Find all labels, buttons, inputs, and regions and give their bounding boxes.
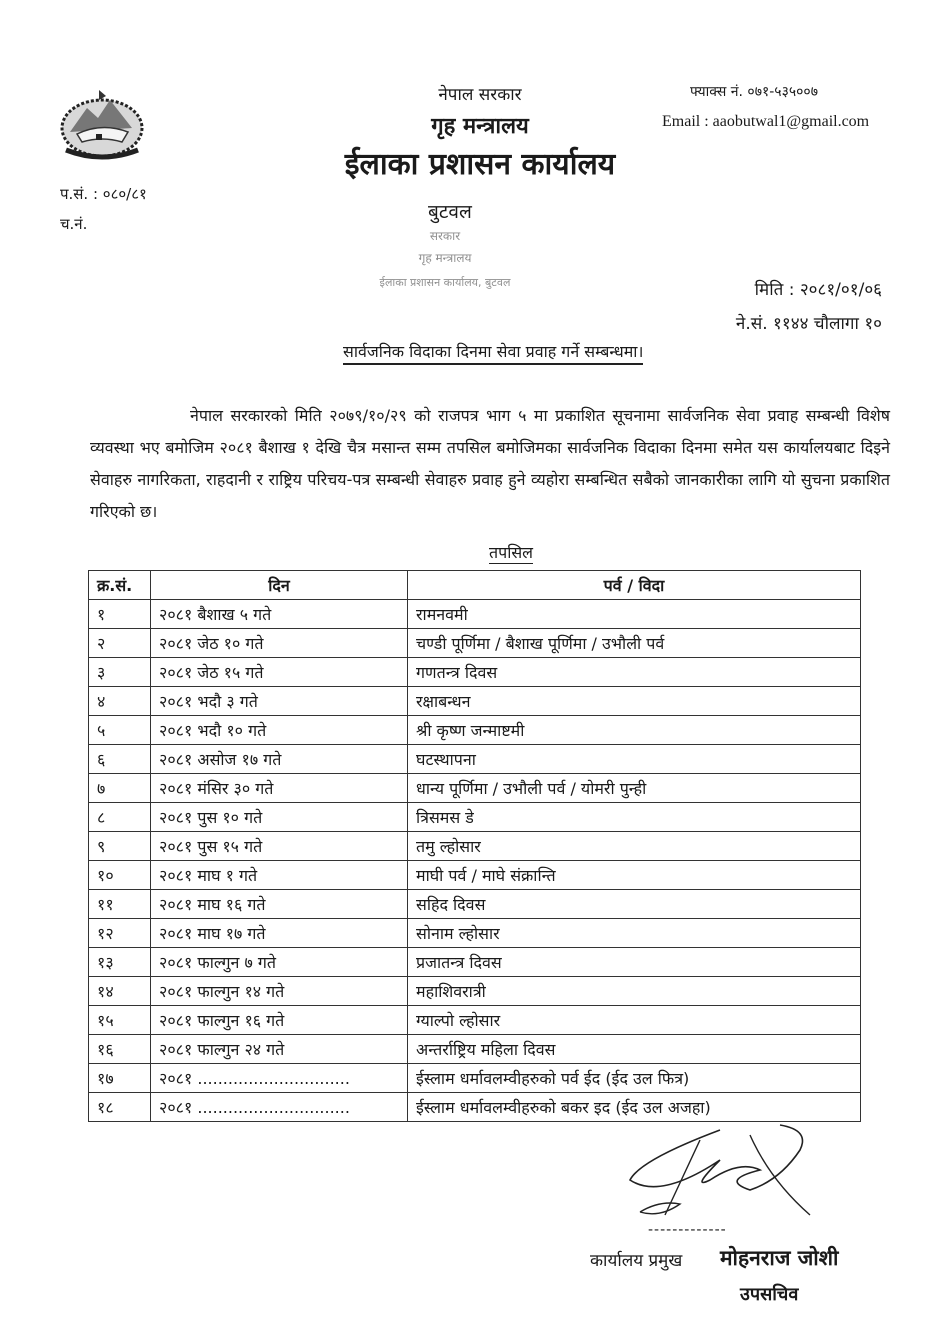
schedule-heading: तपसिल — [489, 543, 534, 562]
notice-body-text: नेपाल सरकारको मिति २०७९/१०/२९ को राजपत्र भाग ५ मा प्रकाशित सूचनामा सार्वजनिक सेवा प्रवाह सम्बन्धी विशेष व्यवस्था भए बमोजिम २०८१ बैशाख १ देखि चैत्र मसान्त सम्म तपसिल बमोजिमका सार्वजनिक विदाका दिनमा समेत यस कार्यालयबाट दिइने सेवाहरु नागरिकता, राहदानी र राष्ट्रिय परिचय-पत्र सम्बन्धी सेवाहरु प्रवाह हुने व्यहोरा सम्बन्धित सबैको जानकारीका लागि यो सुचना प्रकाशित गरिएको छ। — [90, 406, 890, 521]
letter-date: मिति : २०८१/०१/०६ — [754, 280, 882, 300]
cell-sn: १४ — [89, 977, 151, 1006]
cell-day: २०८१ बैशाख ५ गते — [151, 600, 408, 629]
cell-festival: सहिद दिवस — [408, 890, 861, 919]
table-row — [89, 1035, 861, 1064]
signatory-name: मोहनराज जोशी — [720, 1246, 839, 1270]
cell-sn: १७ — [89, 1064, 151, 1093]
column-header-festival: पर्व / विदा — [408, 571, 861, 600]
cell-sn: ६ — [89, 745, 151, 774]
cell-day: २०८१ भदौ ३ गते — [151, 687, 408, 716]
table-row — [89, 600, 861, 629]
cell-sn: ४ — [89, 687, 151, 716]
ministry-name: गृह मन्त्रालय — [431, 114, 529, 139]
cell-festival: घटस्थापना — [408, 745, 861, 774]
signatory-designation: उपसचिव — [740, 1284, 799, 1305]
cell-festival: श्री कृष्ण जन्माष्टमी — [408, 716, 861, 745]
column-header-sn: क्र.सं. — [89, 571, 151, 600]
cell-sn: १२ — [89, 919, 151, 948]
table-row — [89, 948, 861, 977]
cell-day: २०८१ फाल्गुन १६ गते — [151, 1006, 408, 1035]
cell-sn: ३ — [89, 658, 151, 687]
cell-sn: १८ — [89, 1093, 151, 1122]
cell-day: २०८१ फाल्गुन ७ गते — [151, 948, 408, 977]
cell-sn: १ — [89, 600, 151, 629]
cell-sn: ७ — [89, 774, 151, 803]
cell-festival: रक्षाबन्धन — [408, 687, 861, 716]
signatory-title: कार्यालय प्रमुख — [590, 1251, 683, 1271]
office-name: ईलाका प्रशासन कार्यालय — [344, 147, 616, 182]
cell-day: २०८१ असोज १७ गते — [151, 745, 408, 774]
notice-body — [90, 400, 890, 528]
cell-festival: ईस्लाम धर्मावलम्वीहरुको बकर इद (ईद उल अजहा) — [408, 1093, 861, 1122]
table-header-row — [89, 571, 861, 600]
cell-sn: ५ — [89, 716, 151, 745]
table-row — [89, 745, 861, 774]
cell-festival: चण्डी पूर्णिमा / बैशाख पूर्णिमा / उभौली पर्व — [408, 629, 861, 658]
cell-festival: ईस्लाम धर्मावलम्वीहरुको पर्व ईद (ईद उल फित्र) — [408, 1064, 861, 1093]
table-row — [89, 803, 861, 832]
cell-day: २०८१ माघ १७ गते — [151, 919, 408, 948]
cell-day: २०८१ मंसिर ३० गते — [151, 774, 408, 803]
cell-festival: गणतन्त्र दिवस — [408, 658, 861, 687]
email-address: Email : aaobutwal1@gmail.com — [662, 113, 870, 130]
cell-day: २०८१ जेठ १५ गते — [151, 658, 408, 687]
table-row — [89, 1093, 861, 1122]
cell-festival: प्रजातन्त्र दिवस — [408, 948, 861, 977]
cell-day: २०८१ फाल्गुन १४ गते — [151, 977, 408, 1006]
table-row — [89, 716, 861, 745]
cell-festival: रामनवमी — [408, 600, 861, 629]
cell-sn: २ — [89, 629, 151, 658]
government-name: नेपाल सरकार — [438, 85, 522, 105]
cell-sn: ११ — [89, 890, 151, 919]
office-seal-stamp — [345, 226, 545, 296]
seal-line-3: ईलाका प्रशासन कार्यालय, बुटवल — [379, 276, 511, 289]
table-row — [89, 774, 861, 803]
holiday-schedule-table — [88, 570, 861, 1122]
table-row — [89, 1006, 861, 1035]
table-row — [89, 832, 861, 861]
table-row — [89, 658, 861, 687]
cell-festival: सोनाम ल्होसार — [408, 919, 861, 948]
cell-festival: ग्याल्पो ल्होसार — [408, 1006, 861, 1035]
cell-festival: माघी पर्व / माघे संक्रान्ति — [408, 861, 861, 890]
table-row — [89, 629, 861, 658]
nepal-sambat-date: ने.सं. ११४४ चौलागा १० — [735, 314, 882, 334]
cell-sn: ९ — [89, 832, 151, 861]
cell-festival: महाशिवरात्री — [408, 977, 861, 1006]
cell-day: २०८१ .............................. — [151, 1064, 408, 1093]
cell-sn: १० — [89, 861, 151, 890]
handwritten-signature — [600, 1120, 860, 1220]
table-row — [89, 919, 861, 948]
fax-number: फ्याक्स नं. ०७१-५३५००७ — [690, 84, 818, 100]
office-location: बुटवल — [428, 201, 472, 223]
cell-sn: १६ — [89, 1035, 151, 1064]
dispatch-number: च.नं. — [60, 215, 88, 233]
cell-day: २०८१ पुस १० गते — [151, 803, 408, 832]
cell-day: २०८१ भदौ १० गते — [151, 716, 408, 745]
column-header-day: दिन — [151, 571, 408, 600]
table-row — [89, 687, 861, 716]
cell-sn: १३ — [89, 948, 151, 977]
table-row — [89, 890, 861, 919]
cell-festival: अन्तर्राष्ट्रिय महिला दिवस — [408, 1035, 861, 1064]
letter-number: प.सं. : ०८०/८१ — [60, 185, 147, 203]
cell-festival: तमु ल्होसार — [408, 832, 861, 861]
cell-day: २०८१ फाल्गुन २४ गते — [151, 1035, 408, 1064]
signature-dashes: ------------- — [648, 1222, 727, 1238]
table-row — [89, 977, 861, 1006]
table-row — [89, 1064, 861, 1093]
cell-festival: धान्य पूर्णिमा / उभौली पर्व / योमरी पुन्ही — [408, 774, 861, 803]
table-row — [89, 861, 861, 890]
letter-subject: सार्वजनिक विदाका दिनमा सेवा प्रवाह गर्ने सम्बन्धमा। — [343, 340, 643, 365]
cell-day: २०८१ माघ १६ गते — [151, 890, 408, 919]
cell-day: २०८१ पुस १५ गते — [151, 832, 408, 861]
cell-day: २०८१ माघ १ गते — [151, 861, 408, 890]
cell-day: २०८१ .............................. — [151, 1093, 408, 1122]
cell-sn: ८ — [89, 803, 151, 832]
cell-sn: १५ — [89, 1006, 151, 1035]
cell-day: २०८१ जेठ १० गते — [151, 629, 408, 658]
seal-line-2: गृह मन्त्रालय — [418, 251, 472, 265]
cell-festival: त्रिसमस डे — [408, 803, 861, 832]
nepal-government-emblem — [52, 84, 152, 164]
seal-line-1: सरकार — [429, 229, 461, 243]
